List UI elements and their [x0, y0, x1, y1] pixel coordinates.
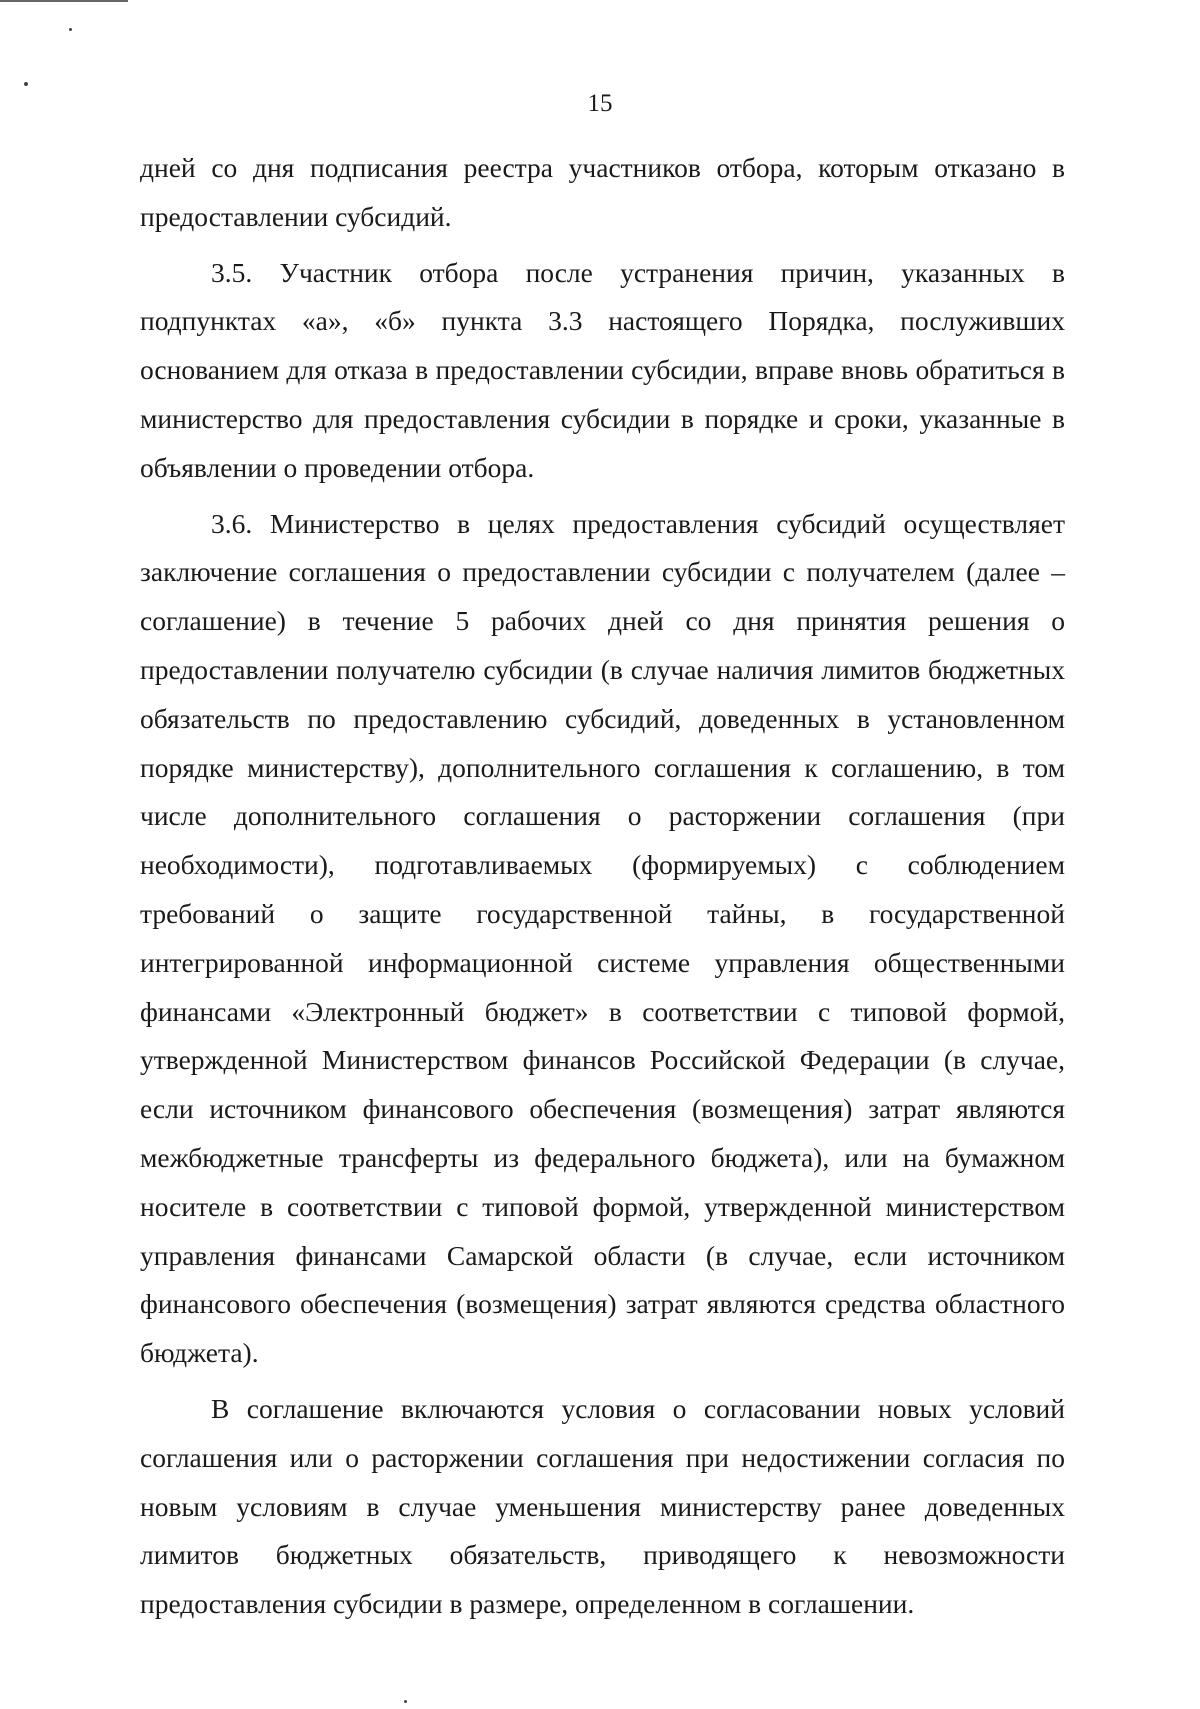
document-body — [140, 144, 1065, 1629]
scan-artifact-dot — [24, 82, 28, 86]
paragraph-3-6: 3.6. Министерство в целях предоставления субсидий осуществляет заключение соглашения о предоставлении субсидии с получателем (далее – соглашение) в течение 5 рабочих дней со дня принятия решения о предоставлении получателю субсидии (в случае наличия лимитов бюджетных обязательств по предоставлению субсидий, доведенных в установленном порядке министерству), дополнительного соглашения к соглашению, в том числе дополнительного соглашения о расторжении соглашения (при необходимости), подготавливаемых (формируемых) с соблюдением требований о защите государственной тайны, в государственной интегрированной информационной системе управления общественными финансами «Электронный бюджет» в соответствии с типовой формой, утвержденной Министерством финансов Российской Федерации (в случае, если источником финансового обеспечения (возмещения) затрат являются межбюджетные трансферты из федерального бюджета), или на бумажном носителе в соответствии с типовой формой, утвержденной министерством управления финансами Самарской области (в случае, если источником финансового обеспечения (возмещения) затрат являются средства областного бюджета). — [140, 507, 1065, 1369]
scan-artifact-line — [0, 0, 128, 2]
paragraph-3-5: 3.5. Участник отбора после устранения причин, указанных в подпунктах «а», «б» пункта 3.3 настоящего Порядка, послуживших основанием для отказа в предоставлении субсидии, вправе вновь обратиться в министерство для предоставления субсидии в порядке и сроки, указанные в объявлении о проведении отбора. — [140, 256, 1065, 483]
scan-artifact-dot — [404, 1700, 407, 1703]
paragraph-agreement-conditions: В соглашение включаются условия о согласовании новых условий соглашения или о расторжении соглашения при недостижении согласия по новым условиям в случае уменьшения министерству ранее доведенных лимитов бюджетных обязательств, приводящего к невозможности предоставления субсидии в размере, определенном в соглашении. — [140, 1392, 1065, 1620]
paragraph-continuation: дней со дня подписания реестра участников отбора, которым отказано в предоставлении субсидий. — [140, 152, 1065, 232]
scan-artifact-dot — [69, 28, 72, 31]
page-number: 15 — [587, 90, 613, 117]
